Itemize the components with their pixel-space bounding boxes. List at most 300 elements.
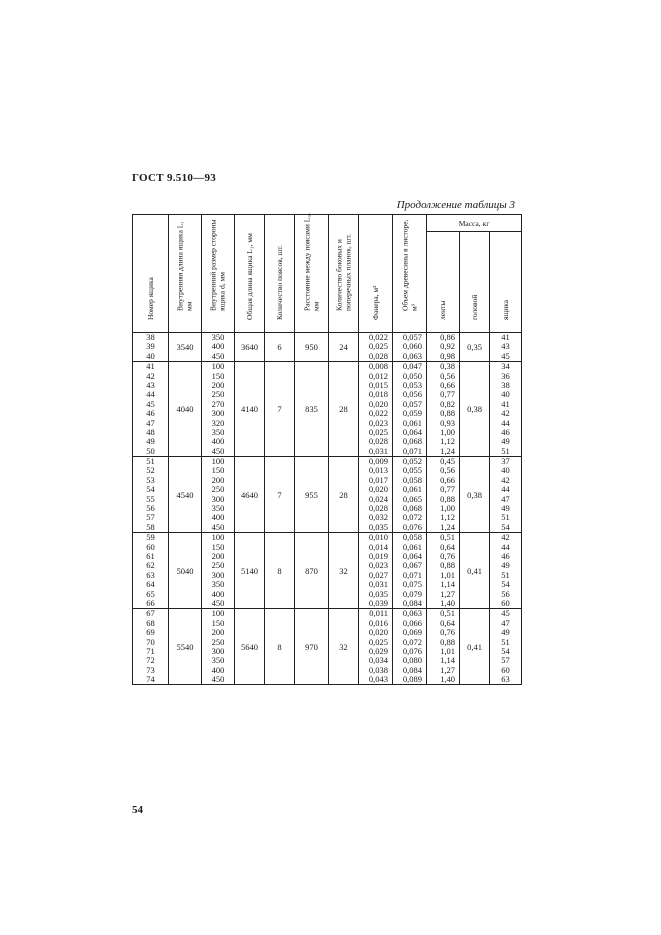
- cell-value: 46: [501, 550, 510, 561]
- cell-volume: [393, 609, 427, 685]
- cell-value: 1,40: [440, 597, 455, 608]
- cell-planks: 28: [329, 457, 359, 533]
- cell-mass-shelf: [427, 609, 460, 685]
- cell-value: 0,072: [402, 512, 422, 523]
- cell-value: 350: [211, 579, 225, 590]
- cell-value: 57: [501, 655, 510, 666]
- cell-value: 0,010: [368, 532, 388, 543]
- cell-value: 0,66: [440, 474, 455, 485]
- cell-inner-sides: [202, 457, 235, 533]
- cell-box-numbers: [133, 333, 169, 362]
- table-row-group: [133, 362, 522, 457]
- cell-value: 50: [146, 445, 155, 456]
- cell-belts: 8: [265, 533, 295, 609]
- cell-value: 0,020: [368, 398, 388, 409]
- cell-value: 67: [146, 608, 155, 619]
- cell-value: 0,064: [402, 550, 422, 561]
- cell-total-length: 4640: [235, 457, 265, 533]
- cell-value: 0,079: [402, 588, 422, 599]
- col-header-wood-volume: Объем древесины в листоре, м³: [393, 215, 427, 333]
- cell-value: 1,14: [440, 579, 455, 590]
- cell-value: 0,055: [402, 465, 422, 476]
- cell-value: 0,64: [440, 541, 455, 552]
- cell-mass-shelf: [427, 362, 460, 457]
- cell-value: 41: [501, 332, 510, 342]
- cell-value: 200: [211, 627, 225, 638]
- cell-value: 0,075: [402, 579, 422, 590]
- cell-value: 150: [211, 465, 225, 476]
- cell-value: 0,059: [402, 408, 422, 419]
- cell-value: 1,24: [440, 445, 455, 456]
- cell-value: 36: [501, 370, 510, 381]
- cell-value: 0,38: [440, 361, 455, 372]
- cell-value: 42: [501, 408, 510, 419]
- cell-value: 0,076: [402, 521, 422, 532]
- cell-value: 70: [146, 636, 155, 647]
- cell-value: 0,88: [440, 636, 455, 647]
- cell-value: 0,038: [368, 664, 388, 675]
- cell-inner-sides: [202, 333, 235, 362]
- cell-value: 0,98: [440, 350, 455, 361]
- cell-value: 250: [211, 389, 225, 400]
- cell-mass-head: 0,41: [460, 609, 490, 685]
- cell-mass-head: 0,35: [460, 333, 490, 362]
- cell-value: 53: [146, 474, 155, 485]
- cell-value: 0,028: [368, 436, 388, 447]
- cell-value: 0,068: [402, 503, 422, 514]
- cell-value: 49: [501, 436, 510, 447]
- cell-value: 0,023: [368, 560, 388, 571]
- cell-value: 0,009: [368, 456, 388, 467]
- cell-value: 0,008: [368, 361, 388, 372]
- cell-value: 150: [211, 541, 225, 552]
- cell-value: 0,032: [368, 512, 388, 523]
- cell-value: 0,76: [440, 550, 455, 561]
- cell-value: 0,017: [368, 474, 388, 485]
- cell-value: 0,88: [440, 493, 455, 504]
- cell-value: 0,060: [402, 341, 422, 352]
- cell-total-length: 5140: [235, 533, 265, 609]
- cell-inner-sides: [202, 362, 235, 457]
- cell-value: 0,063: [402, 350, 422, 361]
- cell-value: 72: [146, 655, 155, 666]
- cell-value: 66: [146, 597, 155, 608]
- col-header-total-length: Общая длина ящика L₁, мм: [235, 215, 265, 333]
- cell-value: 57: [146, 512, 155, 523]
- cell-inner-length: 4540: [169, 457, 202, 533]
- cell-plywood: [359, 457, 393, 533]
- cell-value: 0,039: [368, 597, 388, 608]
- cell-value: 400: [211, 436, 225, 447]
- cell-value: 0,071: [402, 445, 422, 456]
- cell-inner-sides: [202, 609, 235, 685]
- cell-value: 0,020: [368, 627, 388, 638]
- col-header-mass-shelf: ленты: [427, 232, 460, 333]
- table-row-group: [133, 457, 522, 533]
- cell-value: 1,00: [440, 426, 455, 437]
- cell-value: 73: [146, 664, 155, 675]
- cell-value: 0,084: [402, 664, 422, 675]
- cell-value: 61: [146, 550, 155, 561]
- cell-value: 0,020: [368, 484, 388, 495]
- cell-value: 1,01: [440, 569, 455, 580]
- cell-value: 0,076: [402, 645, 422, 656]
- cell-value: 0,023: [368, 417, 388, 428]
- cell-value: 0,080: [402, 655, 422, 666]
- cell-value: 59: [146, 532, 155, 543]
- cell-value: 300: [211, 645, 225, 656]
- cell-value: 56: [501, 588, 510, 599]
- cell-value: 0,93: [440, 417, 455, 428]
- cell-value: 400: [211, 588, 225, 599]
- cell-value: 54: [146, 484, 155, 495]
- cell-value: 0,028: [368, 503, 388, 514]
- cell-value: 60: [501, 597, 510, 608]
- cell-value: 55: [146, 493, 155, 504]
- cell-value: 0,76: [440, 627, 455, 638]
- cell-spacing: 870: [295, 533, 329, 609]
- cell-inner-length: 5040: [169, 533, 202, 609]
- cell-value: 0,88: [440, 408, 455, 419]
- cell-value: 0,089: [402, 674, 422, 685]
- cell-value: 0,92: [440, 341, 455, 352]
- cell-value: 0,031: [368, 445, 388, 456]
- cell-total-length: 3640: [235, 333, 265, 362]
- col-header-mass-box: ящика: [490, 232, 522, 333]
- cell-volume: [393, 533, 427, 609]
- cell-value: 46: [501, 426, 510, 437]
- cell-total-length: 4140: [235, 362, 265, 457]
- cell-value: 0,011: [369, 608, 388, 619]
- cell-spacing: 970: [295, 609, 329, 685]
- cell-value: 150: [211, 370, 225, 381]
- cell-value: 38: [501, 379, 510, 390]
- cell-value: 46: [146, 408, 155, 419]
- cell-box-numbers: [133, 609, 169, 685]
- cell-value: 47: [146, 417, 155, 428]
- cell-value: 0,058: [402, 474, 422, 485]
- cell-mass-shelf: [427, 457, 460, 533]
- cell-total-length: 5640: [235, 609, 265, 685]
- cell-value: 49: [501, 503, 510, 514]
- cell-planks: 32: [329, 609, 359, 685]
- page-number: 54: [132, 804, 143, 816]
- cell-belts: 7: [265, 457, 295, 533]
- cell-value: 45: [501, 350, 510, 361]
- col-header-inner-length: Внутренняя длина ящика L, мм: [169, 215, 202, 333]
- cell-value: 300: [211, 408, 225, 419]
- cell-value: 1,00: [440, 503, 455, 514]
- table-continuation-caption: Продолжение таблицы 3: [396, 199, 515, 211]
- cell-value: 49: [146, 436, 155, 447]
- cell-value: 0,064: [402, 426, 422, 437]
- cell-value: 450: [211, 597, 225, 608]
- standard-header: ГОСТ 9.510—93: [132, 172, 217, 184]
- cell-value: 1,12: [440, 512, 455, 523]
- col-header-mass-head: головой: [460, 232, 490, 333]
- cell-value: 44: [146, 389, 155, 400]
- cell-value: 200: [211, 474, 225, 485]
- cell-value: 41: [501, 398, 510, 409]
- cell-value: 0,028: [368, 350, 388, 361]
- cell-value: 350: [211, 426, 225, 437]
- cell-value: 300: [211, 493, 225, 504]
- cell-value: 54: [501, 645, 510, 656]
- cell-value: 400: [211, 341, 225, 352]
- cell-value: 0,82: [440, 398, 455, 409]
- cell-value: 0,069: [402, 627, 422, 638]
- cell-value: 51: [501, 512, 510, 523]
- cell-value: 0,065: [402, 493, 422, 504]
- cell-mass-head: 0,41: [460, 533, 490, 609]
- cell-value: 42: [146, 370, 155, 381]
- cell-value: 40: [501, 465, 510, 476]
- cell-value: 0,035: [368, 521, 388, 532]
- cell-value: 0,64: [440, 617, 455, 628]
- cell-value: 47: [501, 493, 510, 504]
- cell-value: 0,058: [402, 532, 422, 543]
- cell-value: 43: [501, 341, 510, 352]
- cell-mass-box: [490, 362, 522, 457]
- cell-value: 44: [501, 484, 510, 495]
- cell-value: 0,45: [440, 456, 455, 467]
- cell-value: 49: [501, 627, 510, 638]
- cell-mass-head: 0,38: [460, 362, 490, 457]
- cell-plywood: [359, 333, 393, 362]
- cell-value: 0,063: [402, 608, 422, 619]
- cell-value: 0,86: [440, 332, 455, 342]
- cell-inner-sides: [202, 533, 235, 609]
- cell-value: 62: [146, 560, 155, 571]
- col-header-inner-side: Внутренний размер стороны ящика d, мм: [202, 215, 235, 333]
- cell-value: 0,072: [402, 636, 422, 647]
- cell-value: 0,061: [402, 417, 422, 428]
- cell-value: 42: [501, 474, 510, 485]
- cell-value: 320: [211, 417, 225, 428]
- cell-inner-length: 4040: [169, 362, 202, 457]
- table-row-group: [133, 609, 522, 685]
- cell-value: 60: [146, 541, 155, 552]
- cell-inner-length: 5540: [169, 609, 202, 685]
- cell-value: 43: [146, 379, 155, 390]
- cell-value: 68: [146, 617, 155, 628]
- cell-box-numbers: [133, 362, 169, 457]
- cell-value: 39: [146, 341, 155, 352]
- cell-value: 0,024: [368, 493, 388, 504]
- cell-value: 0,025: [368, 341, 388, 352]
- cell-belts: 7: [265, 362, 295, 457]
- cell-value: 58: [146, 521, 155, 532]
- cell-value: 48: [146, 426, 155, 437]
- cell-value: 0,034: [368, 655, 388, 666]
- col-header-box-no: Номер ящика: [133, 215, 169, 333]
- cell-value: 51: [501, 569, 510, 580]
- cell-value: 0,012: [368, 370, 388, 381]
- col-header-plywood: Фанера, м²: [359, 215, 393, 333]
- cell-value: 0,77: [440, 484, 455, 495]
- cell-planks: 32: [329, 533, 359, 609]
- cell-value: 0,027: [368, 569, 388, 580]
- cell-mass-box: [490, 457, 522, 533]
- cell-value: 0,88: [440, 560, 455, 571]
- cell-value: 400: [211, 512, 225, 523]
- cell-box-numbers: [133, 533, 169, 609]
- cell-value: 1,01: [440, 645, 455, 656]
- cell-value: 0,031: [368, 579, 388, 590]
- cell-value: 250: [211, 560, 225, 571]
- cell-value: 69: [146, 627, 155, 638]
- cell-value: 0,77: [440, 389, 455, 400]
- cell-value: 41: [146, 361, 155, 372]
- cell-value: 51: [501, 445, 510, 456]
- cell-value: 0,56: [440, 370, 455, 381]
- cell-value: 44: [501, 417, 510, 428]
- cell-value: 0,66: [440, 379, 455, 390]
- cell-mass-box: [490, 333, 522, 362]
- col-header-planks-count: Количество боковых и поперечных планок, шт.: [329, 215, 359, 333]
- cell-value: 56: [146, 503, 155, 514]
- cell-value: 40: [146, 350, 155, 361]
- cell-value: 40: [501, 389, 510, 400]
- cell-value: 64: [146, 579, 155, 590]
- cell-value: 0,035: [368, 588, 388, 599]
- col-header-belt-spacing: Расстояние между поясами L₀, мм: [295, 215, 329, 333]
- cell-value: 200: [211, 379, 225, 390]
- cell-value: 74: [146, 674, 155, 685]
- cell-value: 45: [146, 398, 155, 409]
- cell-value: 71: [146, 645, 155, 656]
- cell-value: 0,022: [368, 408, 388, 419]
- cell-value: 0,067: [402, 560, 422, 571]
- cell-value: 51: [501, 636, 510, 647]
- cell-value: 1,12: [440, 436, 455, 447]
- cell-mass-shelf: [427, 533, 460, 609]
- cell-value: 0,013: [368, 465, 388, 476]
- cell-value: 1,14: [440, 655, 455, 666]
- cell-spacing: 835: [295, 362, 329, 457]
- cell-value: 0,056: [402, 389, 422, 400]
- col-header-belts-count: Количество поясов, шт.: [265, 215, 295, 333]
- cell-mass-shelf: [427, 333, 460, 362]
- cell-value: 0,053: [402, 379, 422, 390]
- cell-value: 400: [211, 664, 225, 675]
- cell-volume: [393, 333, 427, 362]
- cell-value: 350: [211, 332, 225, 342]
- cell-value: 49: [501, 560, 510, 571]
- cell-value: 1,40: [440, 674, 455, 685]
- cell-value: 0,057: [402, 398, 422, 409]
- cell-value: 47: [501, 617, 510, 628]
- cell-value: 200: [211, 550, 225, 561]
- cell-value: 1,27: [440, 588, 455, 599]
- cell-value: 54: [501, 521, 510, 532]
- cell-mass-box: [490, 533, 522, 609]
- cell-value: 0,56: [440, 465, 455, 476]
- cell-value: 42: [501, 532, 510, 543]
- cell-volume: [393, 362, 427, 457]
- cell-value: 0,025: [368, 636, 388, 647]
- cell-value: 100: [211, 456, 225, 467]
- cell-value: 450: [211, 350, 225, 361]
- cell-value: 0,061: [402, 484, 422, 495]
- cell-value: 63: [501, 674, 510, 685]
- cell-value: 350: [211, 655, 225, 666]
- cell-value: 270: [211, 398, 225, 409]
- cell-mass-head: 0,38: [460, 457, 490, 533]
- cell-value: 350: [211, 503, 225, 514]
- cell-mass-box: [490, 609, 522, 685]
- cell-value: 0,061: [402, 541, 422, 552]
- cell-value: 0,050: [402, 370, 422, 381]
- cell-inner-length: 3540: [169, 333, 202, 362]
- cell-value: 45: [501, 608, 510, 619]
- cell-value: 54: [501, 579, 510, 590]
- table-row-group: [133, 533, 522, 609]
- cell-value: 60: [501, 664, 510, 675]
- cell-value: 44: [501, 541, 510, 552]
- cell-value: 0,029: [368, 645, 388, 656]
- cell-value: 63: [146, 569, 155, 580]
- cell-value: 250: [211, 484, 225, 495]
- cell-plywood: [359, 533, 393, 609]
- cell-value: 0,016: [368, 617, 388, 628]
- cell-value: 0,025: [368, 426, 388, 437]
- cell-value: 450: [211, 674, 225, 685]
- cell-spacing: 950: [295, 333, 329, 362]
- cell-belts: 6: [265, 333, 295, 362]
- cell-value: 37: [501, 456, 510, 467]
- cell-box-numbers: [133, 457, 169, 533]
- cell-value: 34: [501, 361, 510, 372]
- cell-spacing: 955: [295, 457, 329, 533]
- cell-value: 52: [146, 465, 155, 476]
- cell-value: 1,27: [440, 664, 455, 675]
- cell-value: 0,015: [368, 379, 388, 390]
- cell-value: 0,022: [368, 332, 388, 342]
- cell-value: 51: [146, 456, 155, 467]
- cell-value: 0,014: [368, 541, 388, 552]
- cell-value: 0,51: [440, 532, 455, 543]
- cell-value: 100: [211, 532, 225, 543]
- cell-value: 0,018: [368, 389, 388, 400]
- cell-value: 0,057: [402, 332, 422, 342]
- cell-value: 0,084: [402, 597, 422, 608]
- cell-value: 100: [211, 608, 225, 619]
- cell-value: 1,24: [440, 521, 455, 532]
- cell-value: 0,019: [368, 550, 388, 561]
- cell-value: 100: [211, 361, 225, 372]
- table-row-group: [133, 333, 522, 362]
- data-table: [132, 214, 522, 685]
- cell-value: 0,071: [402, 569, 422, 580]
- cell-planks: 28: [329, 362, 359, 457]
- cell-volume: [393, 457, 427, 533]
- cell-value: 0,51: [440, 608, 455, 619]
- cell-value: 300: [211, 569, 225, 580]
- cell-value: 250: [211, 636, 225, 647]
- cell-belts: 8: [265, 609, 295, 685]
- cell-value: 150: [211, 617, 225, 628]
- cell-value: 0,066: [402, 617, 422, 628]
- cell-plywood: [359, 362, 393, 457]
- cell-value: 65: [146, 588, 155, 599]
- cell-value: 38: [146, 332, 155, 342]
- cell-value: 0,047: [402, 361, 422, 372]
- cell-value: 0,068: [402, 436, 422, 447]
- cell-value: 450: [211, 521, 225, 532]
- col-header-mass: Масса, кг: [427, 215, 522, 232]
- cell-value: 450: [211, 445, 225, 456]
